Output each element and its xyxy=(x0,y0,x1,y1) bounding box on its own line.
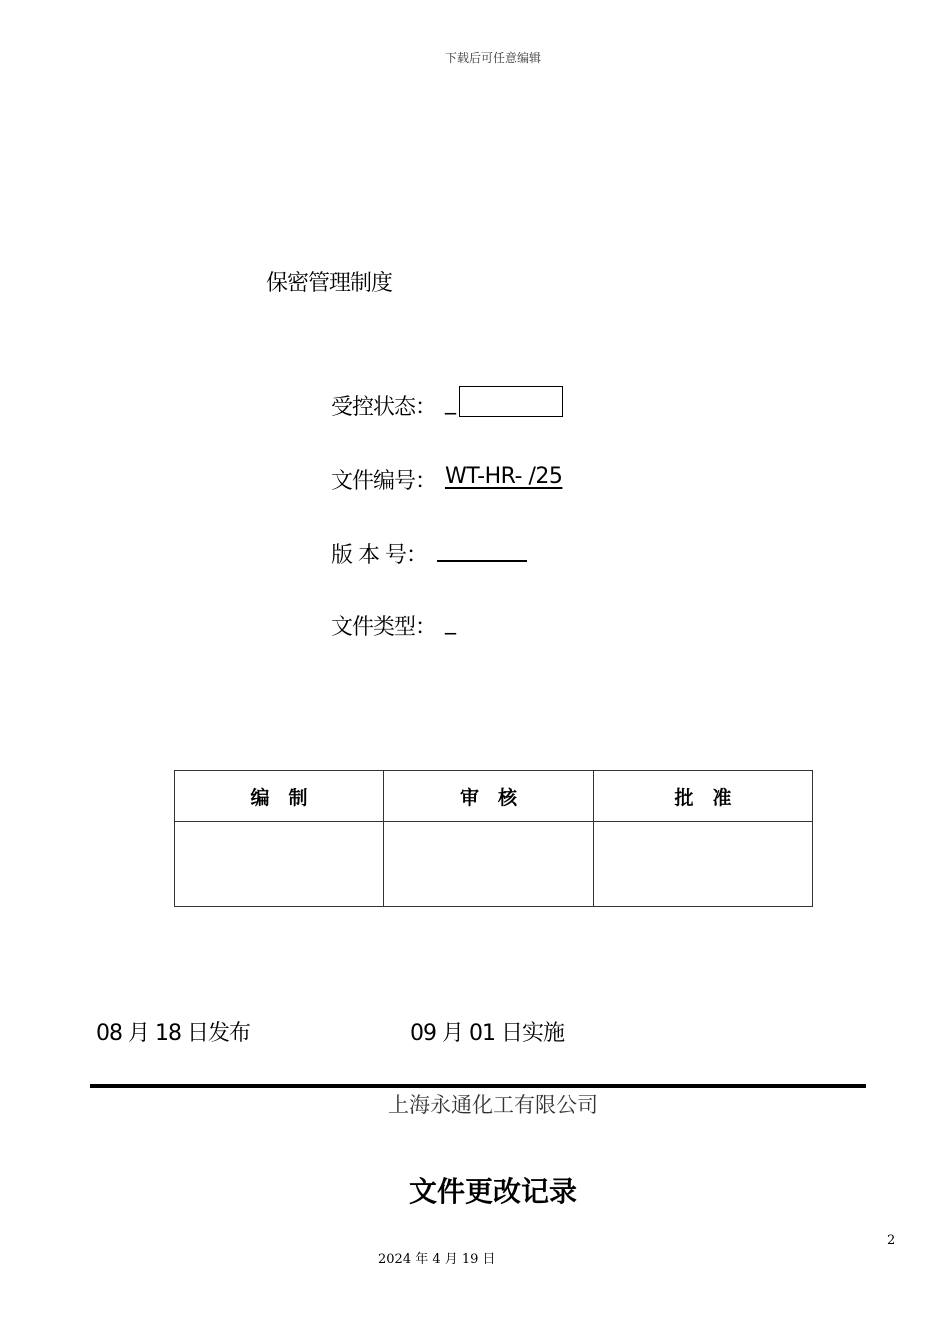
type-value: _ xyxy=(445,610,456,635)
cell-compile[interactable] xyxy=(175,822,384,907)
docno-label: 文件编号： xyxy=(331,469,437,494)
signoff-table xyxy=(174,770,813,907)
status-label: 受控状态： xyxy=(331,395,437,420)
change-record-title: 文件更改记录 xyxy=(408,1175,577,1208)
header-compile: 编 制 xyxy=(175,771,384,822)
footer-date: 2024 年 4 月 19 日 xyxy=(378,1252,496,1267)
cell-review[interactable] xyxy=(384,822,594,907)
divider-rule xyxy=(90,1084,866,1088)
docno-value: WT-HR- /25 xyxy=(445,464,563,489)
version-label: 版 本 号： xyxy=(331,543,427,568)
header-approve: 批 准 xyxy=(594,771,813,822)
page-number: 2 xyxy=(887,1233,896,1248)
version-blank-line xyxy=(437,560,527,562)
cell-approve[interactable] xyxy=(594,822,813,907)
signoff-header-row xyxy=(175,771,813,822)
signoff-body-row xyxy=(175,822,813,907)
company-name: 上海永通化工有限公司 xyxy=(388,1093,598,1117)
publish-date: 08 月 18 日发布 xyxy=(96,1021,250,1046)
document-title: 保密管理制度 xyxy=(266,271,393,296)
implement-date: 09 月 01 日实施 xyxy=(410,1021,564,1046)
status-input-box[interactable] xyxy=(459,386,563,417)
type-label: 文件类型： xyxy=(331,615,437,640)
header-note: 下载后可任意编辑 xyxy=(444,51,541,65)
status-underscore: _ xyxy=(445,390,456,415)
header-review: 审 核 xyxy=(384,771,594,822)
